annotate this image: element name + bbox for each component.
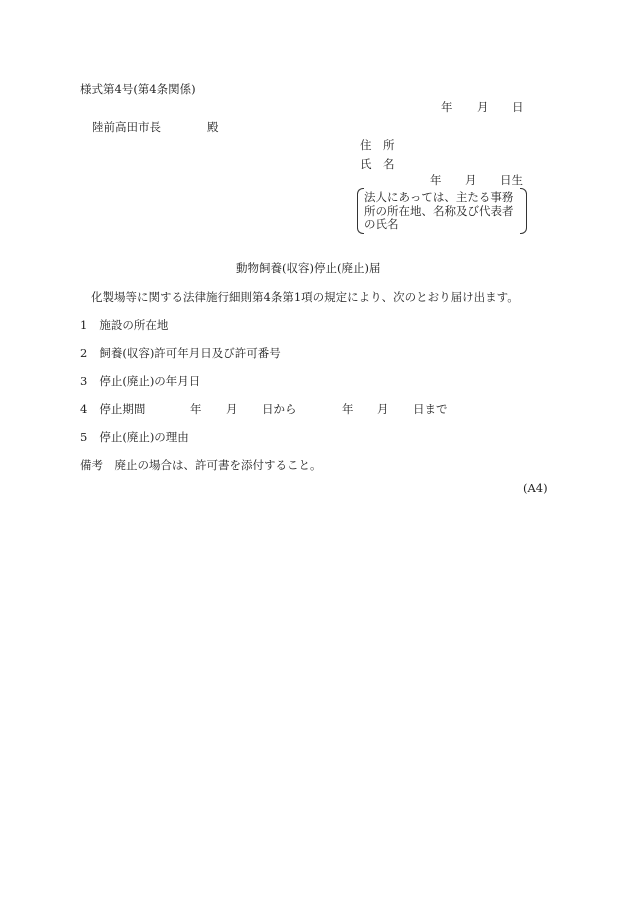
name-label: 氏 名 xyxy=(360,157,395,171)
item-2 xyxy=(80,346,281,360)
period-from-day: 日から xyxy=(262,402,297,416)
item-number: 4 xyxy=(80,402,88,416)
birth-year: 年 xyxy=(430,173,442,187)
birth-month: 月 xyxy=(465,173,477,187)
item-number: 1 xyxy=(80,318,88,332)
period-from-year: 年 xyxy=(190,402,202,416)
item-1 xyxy=(80,318,168,332)
item-label: 施設の所在地 xyxy=(99,318,169,332)
document-title: 動物飼養(収容)停止(廃止)届 xyxy=(236,261,381,275)
paper-size: (A4) xyxy=(523,481,548,495)
item-label: 停止(廃止)の年月日 xyxy=(99,374,201,388)
corporation-note-box xyxy=(357,188,527,234)
item-label: 停止期間 xyxy=(99,402,146,416)
item-label: 停止(廃止)の理由 xyxy=(99,430,189,444)
corporation-note: 法人にあっては、主たる事務所の所在地、名称及び代表者の氏名 xyxy=(364,190,514,231)
period-from-month: 月 xyxy=(226,402,238,416)
date-year: 年 xyxy=(441,100,453,114)
intro-text: 化製場等に関する法律施行細則第4条第1項の規定により、次のとおり届け出ます。 xyxy=(91,290,519,304)
form-number: 様式第4号(第4条関係) xyxy=(80,82,196,96)
bracket-left xyxy=(357,188,364,234)
address-label: 住 所 xyxy=(360,138,395,152)
item-4-label xyxy=(80,402,145,416)
item-number: 3 xyxy=(80,374,88,388)
remarks: 備考 廃止の場合は、許可書を添付すること。 xyxy=(80,458,322,472)
item-number: 2 xyxy=(80,346,88,360)
period-to-month: 月 xyxy=(377,402,389,416)
date-month: 月 xyxy=(477,100,489,114)
date-day: 日 xyxy=(512,100,524,114)
item-label: 飼養(収容)許可年月日及び許可番号 xyxy=(99,346,281,360)
addressee-honorific: 殿 xyxy=(207,120,219,134)
item-5 xyxy=(80,430,189,444)
birth-day: 日生 xyxy=(500,173,523,187)
item-number: 5 xyxy=(80,430,88,444)
period-to-year: 年 xyxy=(342,402,354,416)
item-3 xyxy=(80,374,200,388)
addressee-name: 陸前高田市長 xyxy=(92,120,161,134)
period-to-day: 日まで xyxy=(413,402,448,416)
